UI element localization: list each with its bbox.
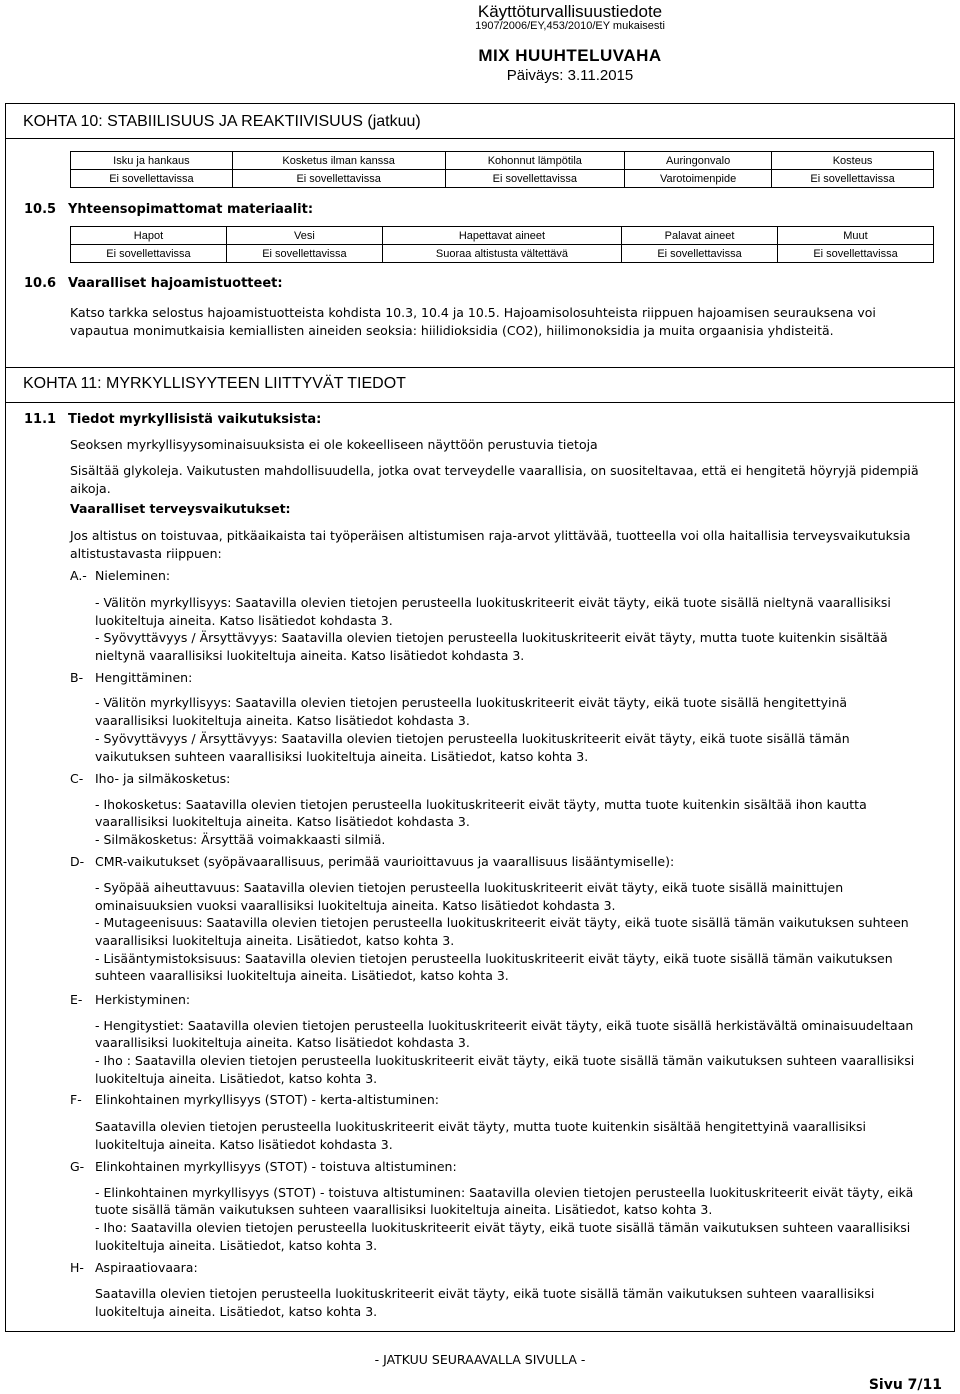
paragraph-line: Jos altistus on toistuvaa, pitkäaikaista tai työperäisen altistumisen raja-arvot ylittävää, tuotteella voi olla haitallisia terveysvaikutuksia [70, 528, 911, 543]
category-title: Hengittäminen: [95, 670, 193, 685]
product-name: MIX HUUHTELUVAHA [478, 46, 662, 65]
paragraph-line: Seoksen myrkyllisyysominaisuuksista ei ole kokeelliseen näyttöön perustuvia tietoja [70, 437, 598, 452]
category-letter: E- [70, 992, 83, 1007]
paragraph-line: vapautua monimutkaisia kemiallisten aineiden seoksia: hiilidioksidia (CO2), hiilimonoksidia ja muita orgaanisia yhdisteitä. [70, 323, 834, 338]
section-11-heading: KOHTA 11: MYRKYLLISYYTEEN LIITTYVÄT TIEDOT [5, 367, 955, 403]
stability-conditions-table [70, 151, 934, 188]
table-cell: Ei sovellettavissa [445, 170, 625, 188]
table-header-cell: Auringonvalo [625, 152, 772, 170]
paragraph-line: altistustavasta riippuen: [70, 546, 222, 561]
table-header-cell: Palavat aineet [622, 227, 778, 245]
category-title: Aspiraatiovaara: [95, 1260, 198, 1275]
table-header-cell: Kohonnut lämpötila [445, 152, 625, 170]
table-header-cell: Muut [778, 227, 934, 245]
bullet-line: luokiteltuja aineita. Lisätiedot, katso kohta 3. [95, 1304, 378, 1319]
table-header-cell: Isku ja hankaus [71, 152, 233, 170]
subsection-title: Yhteensopimattomat materiaalit: [68, 202, 314, 217]
category-letter: F- [70, 1092, 82, 1107]
subsection-number: 10.5 [24, 202, 57, 217]
page-number: Sivu 7/11 [868, 1377, 942, 1393]
category-title: Herkistyminen: [95, 992, 191, 1007]
subsection-title: Vaaralliset hajoamistuotteet: [68, 276, 283, 291]
paragraph-line: Sisältää glykoleja. Vaikutusten mahdollisuudella, jotka ovat terveydelle vaarallisia, on suositeltavaa, että ei hengitetä höyryjä pidempiä [70, 463, 919, 478]
bullet-line: luokiteltuja aineita. Lisätiedot, katso kohta 3. [95, 1071, 378, 1086]
bullet-line: tuote sisällä tämän vaikutuksen suhteen vaarallisiksi luokiteltuja aineita. Lisätiedot, katso kohta 3. [95, 1202, 713, 1217]
bullet-line: - Syövyttävyys / Ärsyttävyys: Saatavilla olevien tietojen perusteella luokituskriteerit eivät täyty, eikä tuote sisällä tämän [95, 731, 850, 746]
bullet-line: luokiteltuja aineita. Lisätiedot, katso kohta 3. [95, 1238, 378, 1253]
table-cell: Ei sovellettavissa [226, 245, 382, 263]
table-cell: Ei sovellettavissa [622, 245, 778, 263]
bullet-line: - Iho: Saatavilla olevien tietojen perusteella luokituskriteerit eivät täyty, eikä tuote sisällä tämän vaikutuksen suhteen vaarallisiksi [95, 1220, 911, 1235]
regulation-reference: 1907/2006/EY,453/2010/EY mukaisesti [475, 20, 665, 32]
category-letter: D- [70, 854, 85, 869]
bullet-line: luokiteltuja aineita. Katso lisätiedot kohdasta 3. [95, 613, 393, 628]
bullet-line: Saatavilla olevien tietojen perusteella luokituskriteerit eivät täyty, eikä tuote sisällä tämän vaikutuksen suhteen vaarallisiksi [95, 1286, 875, 1301]
table-cell: Ei sovellettavissa [778, 245, 934, 263]
bullet-line: vaarallisiksi luokiteltuja aineita. Katso lisätiedot kohdasta 3. [95, 1035, 470, 1050]
category-title: Iho- ja silmäkosketus: [95, 771, 231, 786]
section-10-heading: KOHTA 10: STABIILISUUS JA REAKTIIVISUUS (jatkuu) [5, 103, 955, 139]
bullet-line: - Mutageenisuus: Saatavilla olevien tietojen perusteella luokituskriteerit eivät täyty, eikä tuote sisällä tämän vaikutuksen suhteen [95, 915, 909, 930]
bullet-line: vaarallisiksi luokiteltuja aineita. Lisätiedot, katso kohta 3. [95, 933, 455, 948]
bullet-line: - Ihokosketus: Saatavilla olevien tietojen perusteella luokituskriteerit eivät täyty, mutta tuote kuitenkin sisältää ihon kautta [95, 797, 867, 812]
category-title: CMR-vaikutukset (syöpävaarallisuus, perimää vaurioittavuus ja vaarallisuus lisääntymiselle): [95, 854, 675, 869]
category-letter: H- [70, 1260, 84, 1275]
table-cell: Ei sovellettavissa [772, 170, 934, 188]
bullet-line: - Välitön myrkyllisyys: Saatavilla olevien tietojen perusteella luokituskriteerit eivät täyty, eikä tuote sisällä nieltynä vaarallisiksi [95, 595, 891, 610]
table-cell: Ei sovellettavissa [232, 170, 445, 188]
bullet-line: Saatavilla olevien tietojen perusteella luokituskriteerit eivät täyty, mutta tuote kuitenkin sisältää hengitettyinä vaarallisiksi [95, 1119, 866, 1134]
category-title: Nieleminen: [95, 568, 171, 583]
bullet-line: vaikutuksen suhteen vaarallisiksi luokiteltuja aineita. Lisätiedot, katso kohta 3. [95, 749, 589, 764]
subsection-number: 10.6 [24, 276, 57, 291]
bullet-line: - Syövyttävyys / Ärsyttävyys: Saatavilla olevien tietojen perusteella luokituskriteerit eivät täyty, mutta tuote kuitenkin sisältää [95, 630, 888, 645]
category-letter: B- [70, 670, 84, 685]
continued-notice: - JATKUU SEURAAVALLA SIVULLA - [374, 1352, 586, 1367]
bullet-line: - Silmäkosketus: Ärsyttää voimakkaasti silmiä. [95, 832, 386, 847]
document-title: Käyttöturvallisuustiedote [477, 2, 663, 21]
subsection-number: 11.1 [24, 412, 57, 427]
table-cell: Varotoimenpide [625, 170, 772, 188]
category-title: Elinkohtainen myrkyllisyys (STOT) - kerta-altistuminen: [95, 1092, 439, 1107]
paragraph-line: aikoja. [70, 481, 111, 496]
table-header-cell: Kosketus ilman kanssa [232, 152, 445, 170]
table-header-cell: Hapettavat aineet [382, 227, 621, 245]
document-date: Päiväys: 3.11.2015 [506, 67, 634, 84]
table-header-cell: Vesi [226, 227, 382, 245]
bullet-line: - Iho : Saatavilla olevien tietojen perusteella luokituskriteerit eivät täyty, eikä tuote sisällä tämän vaikutuksen suhteen vaarallisiksi [95, 1053, 915, 1068]
bullet-line: - Syöpää aiheuttavuus: Saatavilla olevien tietojen perusteella luokituskriteerit eivät täyty, eikä tuote sisällä mainittujen [95, 880, 844, 895]
paragraph-line: Katso tarkka selostus hajoamistuotteista kohdista 10.3, 10.4 ja 10.5. Hajoamisolosuhteista riippuen hajoamisen seurauksena voi [70, 305, 876, 320]
category-letter: A.- [70, 568, 87, 583]
table-cell: Ei sovellettavissa [71, 170, 233, 188]
table-cell: Ei sovellettavissa [71, 245, 227, 263]
category-title: Elinkohtainen myrkyllisyys (STOT) - toistuva altistuminen: [95, 1159, 457, 1174]
bullet-line: ominaisuuksien vuoksi vaarallisiksi luokiteltuja aineita. Katso lisätiedot kohdasta 3. [95, 898, 616, 913]
bullet-line: nieltynä vaarallisiksi luokiteltuja aineita. Katso lisätiedot kohdasta 3. [95, 648, 525, 663]
incompatible-materials-table [70, 226, 934, 263]
bullet-line: luokiteltuja aineita. Katso lisätiedot kohdasta 3. [95, 1137, 393, 1152]
table-header-cell: Hapot [71, 227, 227, 245]
bullet-line: suhteen vaarallisiksi luokiteltuja aineita. Lisätiedot, katso kohta 3. [95, 968, 509, 983]
bullet-line: - Lisääntymistoksisuus: Saatavilla olevien tietojen perusteella luokituskriteerit eivät täyty, eikä tuote sisällä tämän vaikutuksen [95, 951, 893, 966]
category-letter: G- [70, 1159, 85, 1174]
category-letter: C- [70, 771, 84, 786]
bullet-line: vaarallisiksi luokiteltuja aineita. Katso lisätiedot kohdasta 3. [95, 814, 470, 829]
bullet-line: vaarallisiksi luokiteltuja aineita. Katso lisätiedot kohdasta 3. [95, 713, 470, 728]
table-cell: Suoraa altistusta vältettävä [382, 245, 621, 263]
bullet-line: - Elinkohtainen myrkyllisyys (STOT) - toistuva altistuminen: Saatavilla olevien tietojen perusteella luokituskriteerit eivät täyty, eikä [95, 1185, 914, 1200]
subsection-title: Tiedot myrkyllisistä vaikutuksista: [68, 412, 322, 427]
bullet-line: - Välitön myrkyllisyys: Saatavilla olevien tietojen perusteella luokituskriteerit eivät täyty, eikä tuote sisällä hengitettyinä [95, 695, 848, 710]
hazard-heading: Vaaralliset terveysvaikutukset: [70, 501, 291, 516]
table-header-cell: Kosteus [772, 152, 934, 170]
bullet-line: - Hengitystiet: Saatavilla olevien tietojen perusteella luokituskriteerit eivät täyty, eikä tuote sisällä herkistävältä ominaisuudeltaan [95, 1018, 914, 1033]
